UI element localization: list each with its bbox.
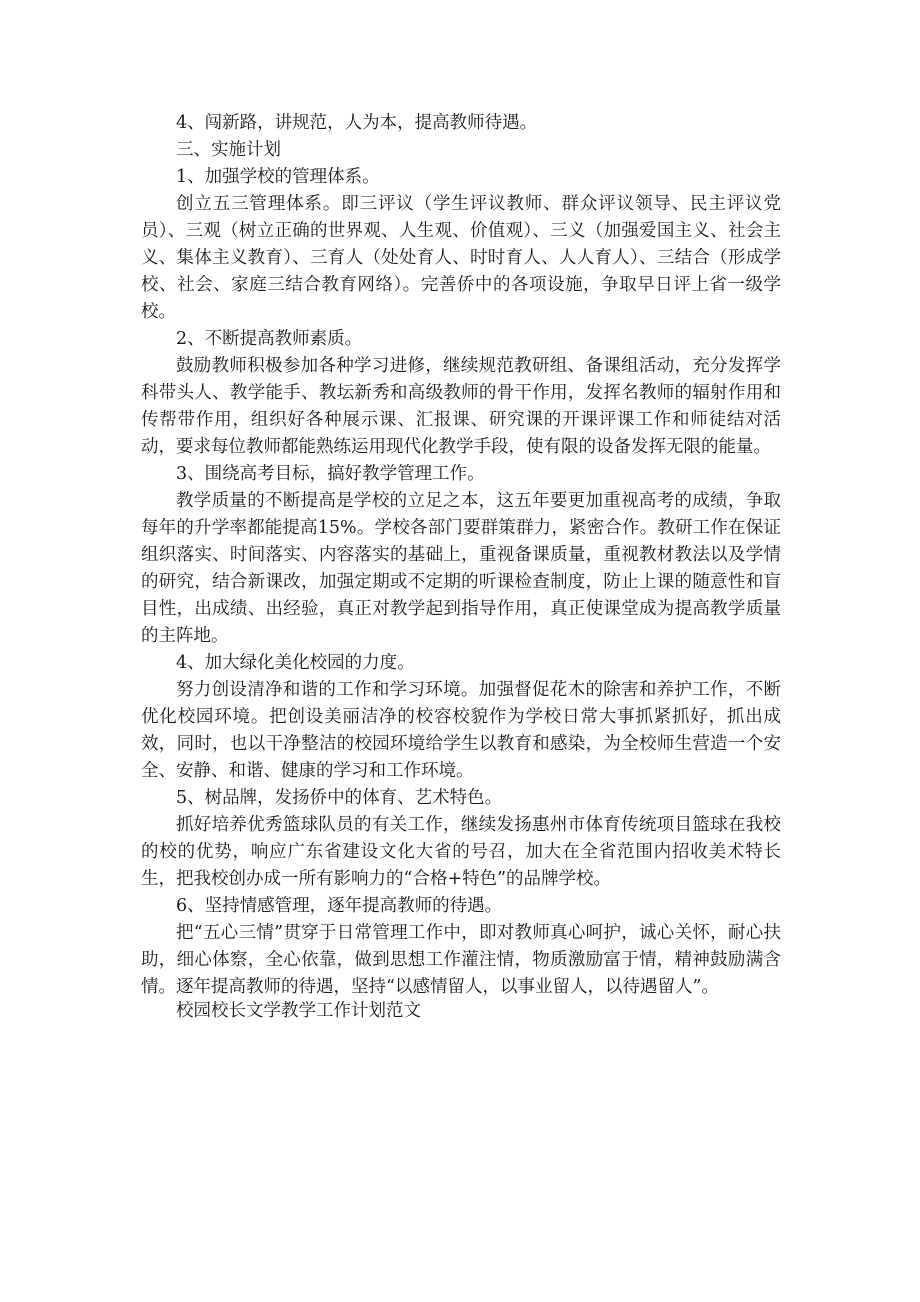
document-body (141, 110, 781, 1001)
paragraph-teacher-quality: 鼓励教师积极参加各种学习进修，继续规范教研组、备课组活动，充分发挥学科带头人、教学能手、教坛新秀和高级教师的骨干作用，发挥名教师的辐射作用和传帮带作用，组织好各种展示课、汇报课、研究课的开课评课工作和师徒结对活动，要求每位教师都能熟练运用现代化教学手段，使有限的设备发挥无限的能量。 (141, 356, 781, 457)
paragraph-brand: 抓好培养优秀篮球队员的有关工作，继续发扬惠州市体育传统项目篮球在我校的校的优势，响应广东省建设文化大省的号召，加大在全省范围内招收美术特长生，把我校创办成一所有影响力的“合格+特色”的品牌学校。 (141, 815, 781, 889)
item-heading-exam-goals: 3、围绕高考目标，搞好教学管理工作。 (176, 464, 485, 484)
paragraph-exam-goals: 教学质量的不断提高是学校的立足之本，这五年要更加重视高考的成绩，争取每年的升学率都能提高15%。学校各部门要群策群力，紧密合作。教研工作在保证组织落实、时间落实、内容落实的基础上，重视备课质量，重视教材教法以及学情的研究，结合新课改，加强定期或不定期的听课检查制度，防止上课的随意性和盲目性，出成绩、出经验，真正对教学起到指导作用，真正使课堂成为提高教学质量的主阵地。 (141, 491, 781, 646)
item-heading-management-system: 1、加强学校的管理体系。 (176, 167, 380, 187)
item-heading-teacher-quality: 2、不断提高教师素质。 (176, 329, 363, 349)
paragraph-management-system: 创立五三管理体系。即三评议（学生评议教师、群众评议领导、民主评议党员）、三观（树立正确的世界观、人生观、价值观）、三义（加强爱国主义、社会主义、集体主义教育）、三育人（处处育人、时时育人、人人育人）、三结合（形成学校、社会、家庭三结合教育网络）。完善侨中的各项设施，争取早日评上省一级学校。 (141, 194, 781, 322)
list-item-4-innovate: 4、闯新路，讲规范，人为本，提高教师待遇。 (176, 113, 538, 133)
section-heading-implementation: 三、实施计划 (176, 140, 281, 160)
item-heading-brand: 5、树品牌，发扬侨中的体育、艺术特色。 (176, 788, 503, 808)
item-heading-emotional-management: 6、坚持情感管理，逐年提高教师的待遇。 (176, 896, 503, 916)
paragraph-emotional-management: 把“五心三情”贯穿于日常管理工作中，即对教师真心呵护，诚心关怀，耐心扶助，细心体察，全心依靠，做到思想工作灌注情，物质激励富于情，精神鼓励满含情。逐年提高教师的待遇，坚持“以感情留人，以事业留人，以待遇留人”。 (141, 923, 781, 997)
item-heading-campus-greening: 4、加大绿化美化校园的力度。 (176, 653, 415, 673)
paragraph-campus-greening: 努力创设清净和谐的工作和学习环境。加强督促花木的除害和养护工作，不断优化校园环境。把创设美丽洁净的校容校貌作为学校日常大事抓紧抓好，抓出成效，同时，也以干净整洁的校园环境给学生以教育和感染，为全校师生营造一个安全、安静、和谐、健康的学习和工作环境。 (141, 680, 781, 781)
next-article-title: 校园校长文学教学工作计划范文 (176, 1001, 421, 1021)
